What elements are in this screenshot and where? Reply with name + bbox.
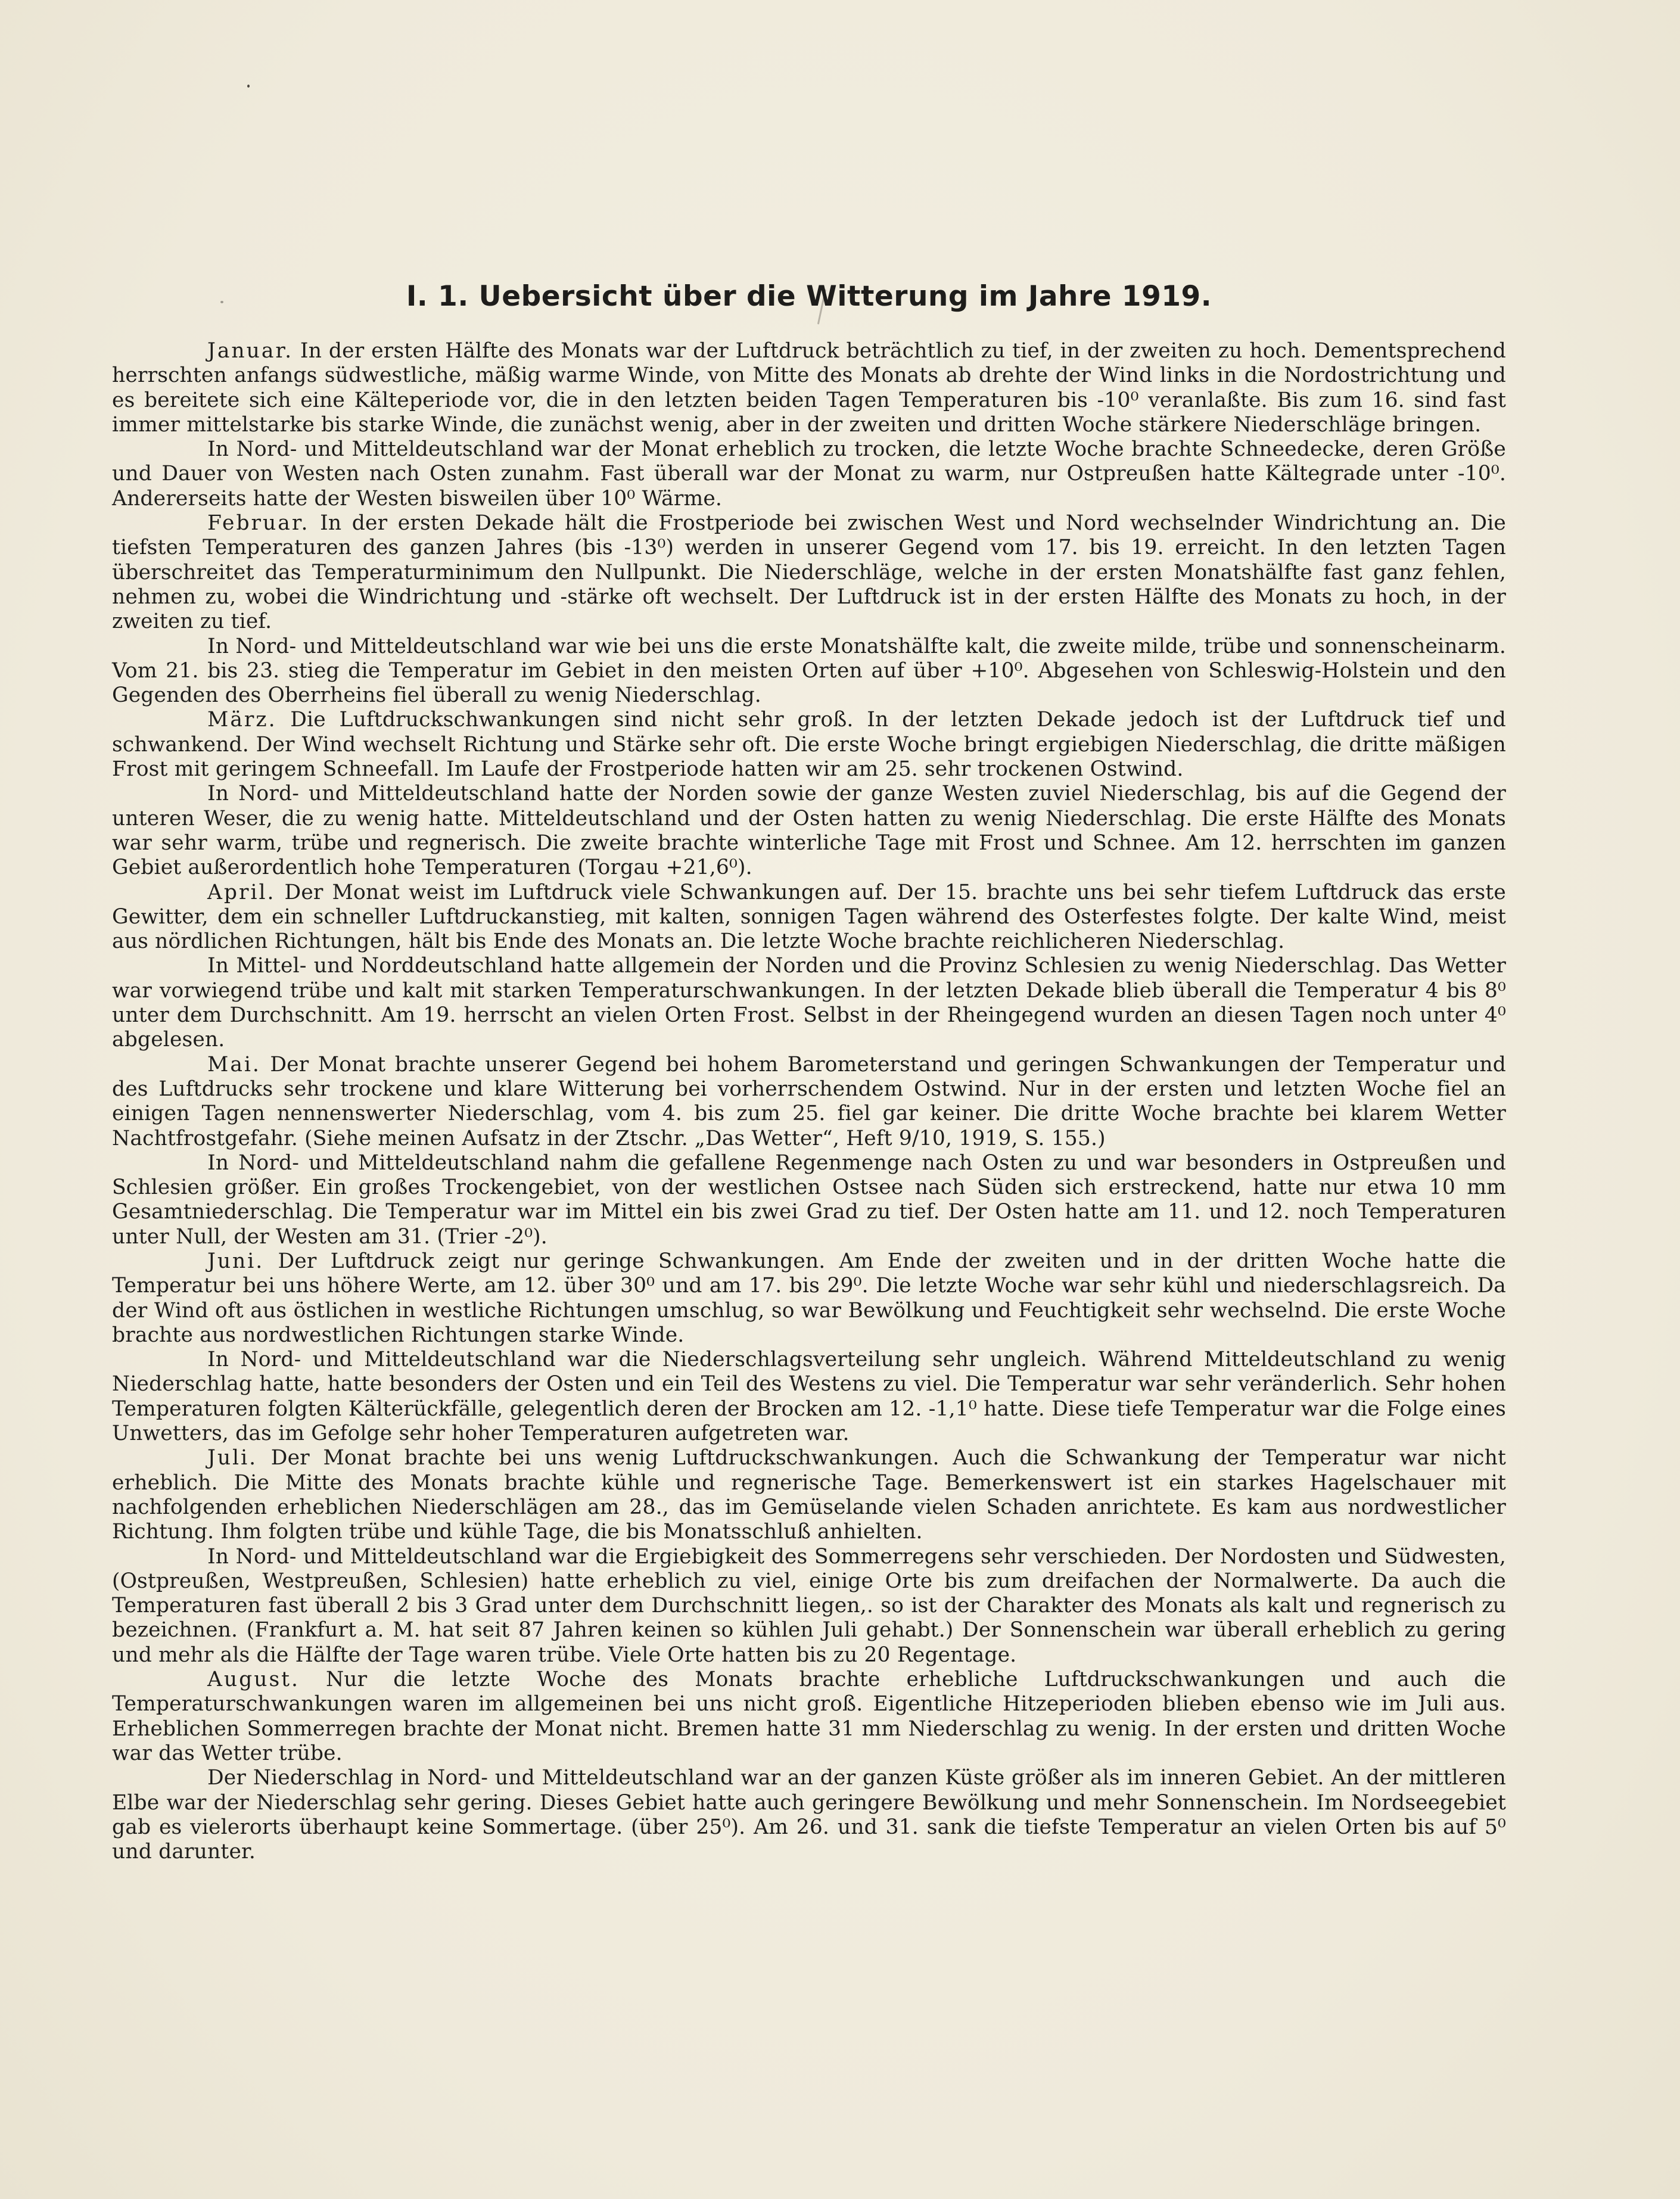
paragraph-text: In der ersten Hälfte des Monats war der Luftdruck beträchtlich zu tief, in der zweiten zu hoch. Dementsprechend herrschten anfangs südwestliche, mäßig warme Winde, von Mitte des Monats ab drehte der Wind links in die Nordostrichtung und es bereitete sich eine Kälteperiode vor, die in den letzten beiden Tagen Temperaturen bis -10⁰ veranlaßte. Bis zum 16. sind fast immer mittelstarke bis starke Winde, die zunächst wenig, aber in der zweiten und dritten Woche stärkere Niederschläge bringen. [112,339,1506,437]
month-heading: Mai. [207,1052,261,1077]
month-heading: Juni. [207,1249,265,1273]
paragraph-juni [112,1249,1506,1348]
page-title: I. 1. Uebersicht über die Witterung im Jahre 1919. [406,280,1212,313]
paragraph-text: In Nord- und Mitteldeutschland war die Niederschlagsverteilung sehr ungleich. Während Mitteldeutschland zu wenig Niederschlag hatte, hatte besonders der Osten und ein Teil des Westens zu viel. Die Temperatur war sehr veränderlich. Sehr hohen Temperaturen folgten Kälterückfälle, gelegentlich deren der Brocken am 12. -1,1⁰ hatte. Diese tiefe Temperatur war die Folge eines Unwetters, das im Gefolge sehr hoher Temperaturen aufgetreten war. [112,1348,1506,1446]
paragraph-januar-regional [112,437,1506,511]
paragraph-mai [112,1053,1506,1151]
paragraph-text: In Mittel- und Norddeutschland hatte allgemein der Norden und die Provinz Schlesien zu wenig Niederschlag. Das Wetter war vorwiegend trübe und kalt mit starken Temperaturschwankungen. In der letzten Dekade blieb überall die Temperatur 4 bis 8⁰ unter dem Durchschnitt. Am 19. herrscht an vielen Orten Frost. Selbst in der Rheingegend wurden an diesen Tagen noch unter 4⁰ abgelesen. [112,954,1506,1052]
paragraph-maerz [112,708,1506,782]
paragraph-juni-regional [112,1348,1506,1446]
paragraph-text: In Nord- und Mitteldeutschland war wie bei uns die erste Monatshälfte kalt, die zweite milde, trübe und sonnenscheinarm. Vom 21. bis 23. stieg die Temperatur im Gebiet in den meisten Orten auf über +10⁰. Abgesehen von Schleswig-Holstein und den Gegenden des Oberrheins fiel überall zu wenig Niederschlag. [112,634,1506,708]
month-heading: April. [207,880,276,904]
month-heading: März. [207,708,277,732]
paragraph-text: Der Monat brachte unserer Gegend bei hohem Barometerstand und geringen Schwankungen der Temperatur und des Luftdrucks sehr trockene und klare Witterung bei vorherrschendem Ostwind. Nur in der ersten und letzten Woche fiel an einigen Tagen nennenswerter Niederschlag, vom 4. bis zum 25. fiel gar keiner. Die dritte Woche brachte bei klarem Wetter Nachtfrostgefahr. (Siehe meinen Aufsatz in der Ztschr. „Das Wetter“, Heft 9/10, 1919, S. 155.) [112,1052,1506,1150]
month-heading: August. [207,1668,300,1692]
paragraph-januar [112,339,1506,437]
month-heading: Februar. [207,511,310,536]
paragraph-maerz-regional [112,782,1506,880]
paragraph-text: Der Monat brachte bei uns wenig Luftdruckschwankungen. Auch die Schwankung der Temperatur war nicht erheblich. Die Mitte des Monats brachte kühle und regnerische Tage. Bemerkenswert ist ein starkes Hagelschauer mit nachfolgenden erheblichen Niederschlägen am 28., das im Gemüselande vielen Schaden anrichtete. Es kam aus nordwestlicher Richtung. Ihm folgten trübe und kühle Tage, die bis Monatsschluß anhielten. [112,1446,1506,1544]
paragraph-mai-regional [112,1151,1506,1249]
paragraph-text: Der Luftdruck zeigt nur geringe Schwankungen. Am Ende der zweiten und in der dritten Woche hatte die Temperatur bei uns höhere Werte, am 12. über 30⁰ und am 17. bis 29⁰. Die letzte Woche war sehr kühl und niederschlagsreich. Da der Wind oft aus östlichen in westliche Richtungen umschlug, so war Bewölkung und Feuchtigkeit sehr wechselnd. Die erste Woche brachte aus nordwestlichen Richtungen starke Winde. [112,1249,1506,1347]
month-heading: Juli. [207,1446,258,1470]
paragraph-text: In Nord- und Mitteldeutschland war der Monat erheblich zu trocken, die letzte Woche brachte Schneedecke, deren Größe und Dauer von Westen nach Osten zunahm. Fast überall war der Monat zu warm, nur Ostpreußen hatte Kältegrade unter -10⁰. Andererseits hatte der Westen bisweilen über 10⁰ Wärme. [112,437,1506,511]
paragraph-text: In Nord- und Mitteldeutschland nahm die gefallene Regenmenge nach Osten zu und war besonders in Ostpreußen und Schlesien größer. Ein großes Trockengebiet, von der westlichen Ostsee nach Süden sich erstreckend, hatte nur etwa 10 mm Gesamtniederschlag. Die Temperatur war im Mittel ein bis zwei Grad zu tief. Der Osten hatte am 11. und 12. noch Temperaturen unter Null, der Westen am 31. (Trier -2⁰). [112,1150,1506,1249]
weather-report-body [112,339,1506,1864]
page-content [112,280,1506,1864]
paragraph-juli [112,1446,1506,1544]
paragraph-text: In der ersten Dekade hält die Frostperiode bei zwischen West und Nord wechselnder Windrichtung an. Die tiefsten Temperaturen des ganzen Jahres (bis -13⁰) werden in unserer Gegend vom 17. bis 19. erreicht. In den letzten Tagen überschreitet das Temperaturminimum den Nullpunkt. Die Niederschläge, welche in der ersten Monatshälfte fast ganz fehlen, nehmen zu, wobei die Windrichtung und -stärke oft wechselt. Der Luftdruck ist in der ersten Hälfte des Monats zu hoch, in der zweiten zu tief. [112,511,1506,634]
month-heading: Januar. [207,339,294,363]
paragraph-text: Der Monat weist im Luftdruck viele Schwankungen auf. Der 15. brachte uns bei sehr tiefem Luftdruck das erste Gewitter, dem ein schneller Luftdruckanstieg, mit kalten, sonnigen Tagen während des Osterfestes folgte. Der kalte Wind, meist aus nördlichen Richtungen, hält bis Ende des Monats an. Die letzte Woche brachte reichlicheren Niederschlag. [112,880,1506,954]
paragraph-februar-regional [112,634,1506,708]
paragraph-text: Die Luftdruckschwankungen sind nicht sehr groß. In der letzten Dekade jedoch ist der Luftdruck tief und schwankend. Der Wind wechselt Richtung und Stärke sehr oft. Die erste Woche bringt ergiebigen Niederschlag, die dritte mäßigen Frost mit geringem Schneefall. Im Laufe der Frostperiode hatten wir am 25. sehr trockenen Ostwind. [112,708,1506,782]
paragraph-august-regional [112,1766,1506,1864]
paragraph-april [112,881,1506,954]
paragraph-februar [112,511,1506,634]
paragraph-april-regional [112,954,1506,1052]
paragraph-juli-regional [112,1545,1506,1668]
paragraph-text: In Nord- und Mitteldeutschland hatte der Norden sowie der ganze Westen zuviel Niederschlag, bis auf die Gegend der unteren Weser, die zu wenig hatte. Mitteldeutschland und der Osten hatten zu wenig Niederschlag. Die erste Hälfte des Monats war sehr warm, trübe und regnerisch. Die zweite brachte winterliche Tage mit Frost und Schnee. Am 12. herrschten im ganzen Gebiet außerordentlich hohe Temperaturen (Torgau +21,6⁰). [112,782,1506,880]
paragraph-text: Der Niederschlag in Nord- und Mitteldeutschland war an der ganzen Küste größer als im inneren Gebiet. An der mittleren Elbe war der Niederschlag sehr gering. Dieses Gebiet hatte auch geringere Bewölkung und mehr Sonnenschein. Im Nordseegebiet gab es vielerorts überhaupt keine Sommertage. (über 25⁰). Am 26. und 31. sank die tiefste Temperatur an vielen Orten bis auf 5⁰ und darunter. [112,1766,1506,1864]
paragraph-text: Nur die letzte Woche des Monats brachte erhebliche Luftdruckschwankungen und auch die Temperaturschwankungen waren im allgemeinen bei uns nicht groß. Eigentliche Hitzeperioden blieben ebenso wie im Juli aus. Erheblichen Sommerregen brachte der Monat nicht. Bremen hatte 31 mm Niederschlag zu wenig. In der ersten und dritten Woche war das Wetter trübe. [112,1668,1506,1765]
paper-speck [247,85,250,88]
paragraph-text: In Nord- und Mitteldeutschland war die Ergiebigkeit des Sommerregens sehr verschieden. Der Nordosten und Südwesten, (Ostpreußen, Westpreußen, Schlesien) hatte erheblich zu viel, einige Orte bis zum dreifachen der Normalwerte. Da auch die Temperaturen fast überall 2 bis 3 Grad unter dem Durchschnitt liegen,. so ist der Charakter des Monats als kalt und regnerisch zu bezeichnen. (Frankfurt a. M. hat seit 87 Jahren keinen so kühlen Juli gehabt.) Der Sonnenschein war überall erheblich zu gering und mehr als die Hälfte der Tage waren trübe. Viele Orte hatten bis zu 20 Regentage. [112,1544,1506,1667]
paragraph-august [112,1668,1506,1766]
